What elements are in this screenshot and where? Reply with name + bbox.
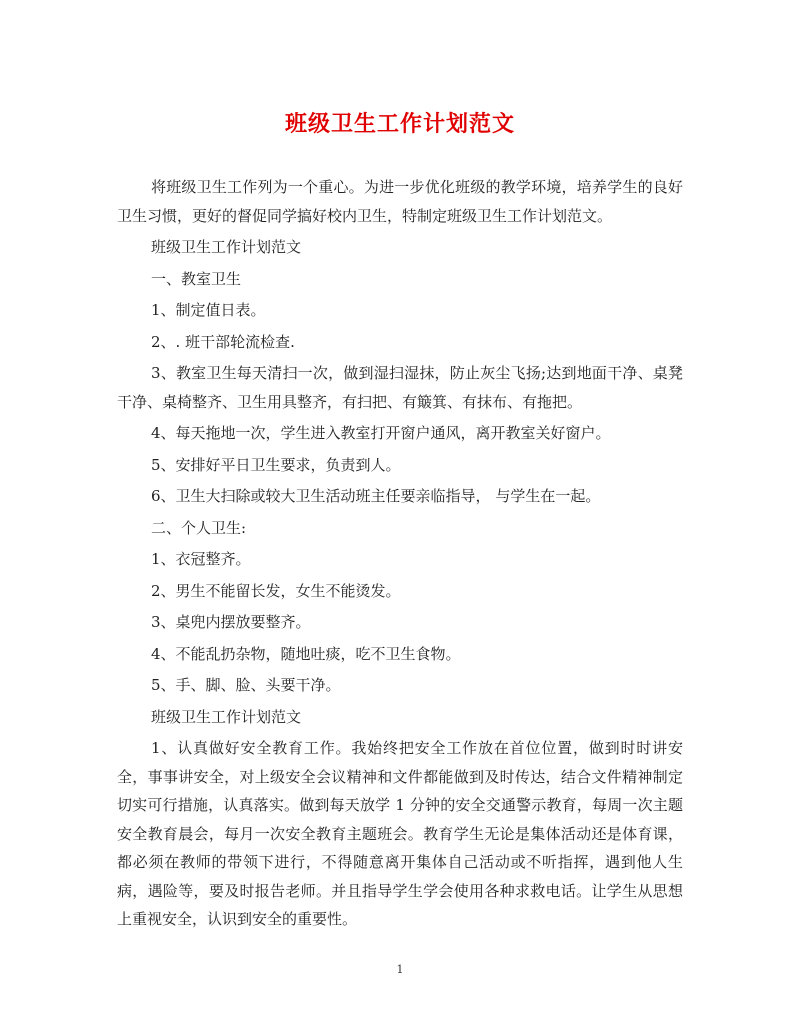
list-item: 1、衣冠整齐。: [151, 550, 251, 568]
list-item: 1、制定值日表。: [151, 301, 266, 319]
list-item: 2、男生不能留长发，女生不能烫发。: [151, 581, 401, 600]
safety-paragraph: 1、认真做好安全教育工作。我始终把安全工作放在首位位置，做到时时讲安全，事事讲安全，对上级安全会议精神和文件都能做到及时传达，结合文件精神制定切实可行措施，认真落实。做到每天放学 1 分钟的安全交通警示教育，每周一次主题安全教育晨会，每月一次安全教育主题班会。教育学生无论是集体活动还是体育课，都必须在教师的带领下进行，不得随意离开集体自己活动或不听指挥，遇到他人生病，遇险等，要及时报告老师。并且指导学生学会使用各种求救电话。让学生从思想上重视安全，认识到安全的重要性。: [117, 739, 683, 928]
section-heading: 班级卫生工作计划范文: [151, 238, 302, 256]
page-number: 1: [396, 963, 404, 976]
subsection-heading-personal: 二、个人卫生:: [151, 518, 247, 537]
list-item: 5、安排好平日卫生要求，负责到人。: [151, 455, 401, 474]
list-item: 3、教室卫生每天清扫一次，做到湿扫湿抹，防止灰尘飞扬;达到地面干净、桌凳干净、桌椅整齐、卫生用具整齐，有扫把、有簸箕、有抹布、有拖把。: [117, 364, 683, 411]
intro-paragraph: 将班级卫生工作列为一个重心。为进一步优化班级的教学环境，培养学生的良好卫生习惯，更好的督促同学搞好校内卫生，特制定班级卫生工作计划范文。: [117, 178, 683, 225]
list-item: 4、每天拖地一次，学生进入教室打开窗户通风，离开教室关好窗户。: [151, 424, 611, 442]
section-heading: 班级卫生工作计划范文: [151, 707, 302, 726]
list-item: 4、不能乱扔杂物，随地吐痰，吃不卫生食物。: [151, 644, 461, 663]
subsection-heading-classroom: 一、教室卫生: [151, 269, 242, 288]
list-item: 5、手、脚、脸、头要干净。: [151, 676, 341, 694]
document-body: [117, 173, 683, 937]
document-title: 班级卫生工作计划范文: [284, 111, 515, 137]
list-item: 6、卫生大扫除或较大卫生活动班主任要亲临指导， 与学生在一起。: [151, 487, 601, 505]
list-item: 3、桌兜内摆放要整齐。: [151, 613, 311, 631]
list-item: 2、. 班干部轮流检查.: [151, 332, 295, 351]
